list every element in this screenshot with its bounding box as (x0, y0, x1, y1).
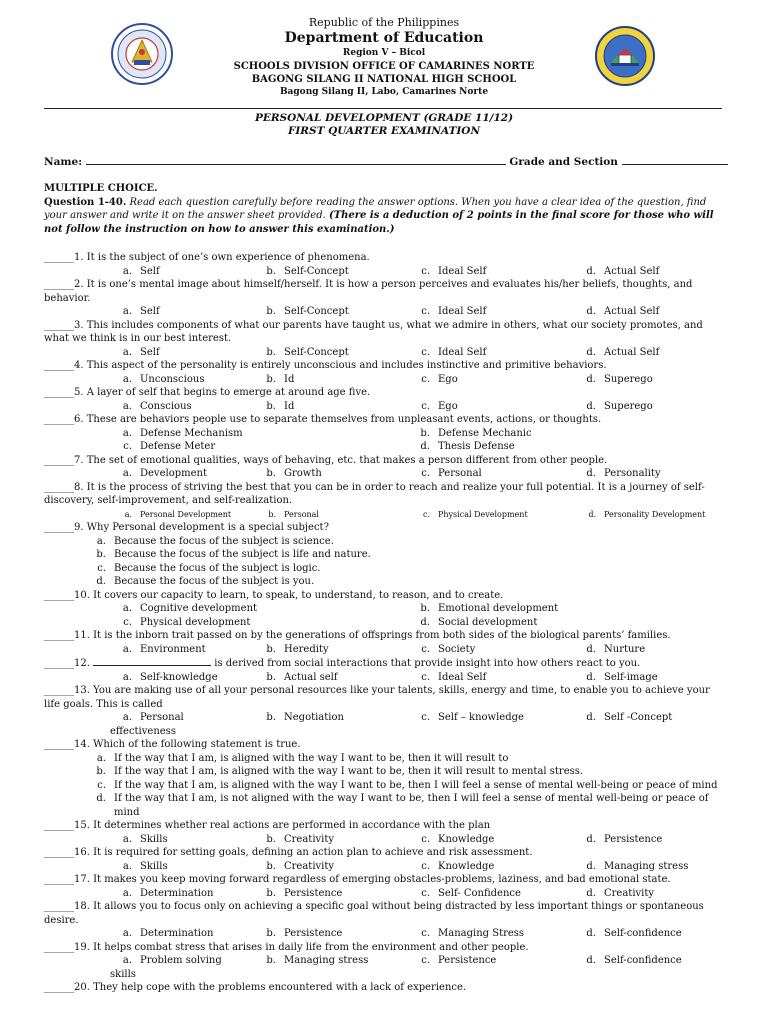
option-c: c. Ideal Self (421, 306, 487, 317)
option-c: c. Self – knowledge (421, 712, 524, 723)
option-d: d. Self-confidence (586, 955, 682, 966)
option-d: d. If the way that I am, is not aligned with the way I want to be, then I will feel a sense of mental well-being or peace of mind (96, 793, 709, 818)
option-b: b. Because the focus of the subject is life and nature. (96, 549, 371, 560)
question-stem: ______17. It makes you keep moving forward regardless of emerging obstacles-problems, laziness, and bad emotional state. (44, 874, 671, 885)
option-c: c. Ego (421, 400, 458, 412)
option-d: d. Managing stress (586, 860, 689, 872)
exam-title: PERSONAL DEVELOPMENT (GRADE 11/12) (254, 112, 514, 124)
option-b: b. Id (266, 400, 295, 412)
option-a: a. Development (122, 468, 207, 479)
option-a: a. Personal Development (124, 509, 232, 519)
option-row (44, 265, 724, 279)
option-c: c. Ego (421, 373, 458, 385)
option-c: c. Ideal Self (421, 265, 487, 277)
option-a: a. Unconscious (122, 373, 205, 385)
option-row (44, 833, 724, 847)
instructions-text: Read each question carefully before reading the answer options. When you have a clear idea of the question, find your answer and write it on the answer sheet provided. (44, 196, 707, 221)
answer-blank[interactable]: ______ (44, 522, 74, 533)
option-c: c. Ideal Self (421, 346, 487, 358)
option-b: b. If the way that I am, is aligned with the way I want to be, then it will result to mental stress. (96, 766, 584, 777)
region-line: Region V – Bicol (342, 48, 426, 58)
question-stem: ______15. It determines whether real actions are performed in accordance with the plan (44, 820, 491, 831)
document-header (0, 16, 768, 99)
option-d: d. Self -Concept (586, 712, 673, 723)
division-line: SCHOOLS DIVISION OFFICE OF CAMARINES NORTE (233, 61, 535, 72)
student-info-line (44, 154, 724, 168)
option-a: a. Skills (122, 860, 168, 872)
question-stem: ______12. is derived from social interactions that provide insight into how others react to you. (44, 658, 641, 669)
answer-blank[interactable]: ______ (44, 481, 74, 493)
fill-in-blank[interactable] (93, 656, 211, 666)
option-b: b. Creativity (266, 833, 335, 845)
option-a: a. Conscious (122, 400, 192, 412)
answer-blank[interactable]: ______ (44, 279, 74, 290)
answer-blank[interactable]: ______ (44, 685, 74, 696)
option-b: b. Heredity (266, 643, 329, 655)
option-b: b. Emotional development (420, 603, 559, 614)
option-b: b. Actual self (266, 671, 338, 683)
option-row (44, 954, 724, 981)
instructions-heading: MULTIPLE CHOICE. (44, 183, 158, 194)
answer-blank[interactable]: ______ (44, 941, 74, 953)
question-stem: ______3. This includes components of what our parents have taught us, what we admire in others, what our society promotes, and what we think is in our best interest. (44, 319, 703, 344)
option-c: c. Defense Meter (123, 441, 216, 452)
option-c: c. Because the focus of the subject is logic. (97, 562, 321, 574)
option-list (44, 752, 724, 820)
question-stem: ______2. It is one’s mental image about himself/herself. It is how a person perceives and evaluates his/her beliefs, thoughts, and behavior. (44, 279, 693, 304)
question-stem: ______16. It is required for setting goals, defining an action plan to achieve and risk assessment. (44, 847, 533, 858)
option-b: b. Personal (268, 509, 319, 519)
answer-blank[interactable]: ______ (44, 414, 74, 425)
name-field[interactable] (86, 154, 506, 165)
option-list (44, 535, 724, 589)
answer-blank[interactable]: ______ (44, 658, 74, 669)
question-stem: ______6. These are behaviors people use to separate themselves from unpleasant events, actions, or thoughts. (44, 414, 602, 425)
question-stem: ______13. You are making use of all your personal resources like your talents, skills, energy and time, to enable you to achieve your life goals. This is called (44, 685, 710, 710)
option-row (44, 643, 724, 657)
option-d: d. Because the focus of the subject is you. (96, 576, 315, 587)
option-a: a. Because the focus of the subject is science. (96, 535, 334, 547)
option-d: d. Actual Self (586, 306, 660, 317)
exam-subtitle: FIRST QUARTER EXAMINATION (287, 125, 481, 137)
option-c: c. Persistence (421, 955, 497, 966)
question-stem: ______20. They help cope with the problems encountered with a lack of experience. (44, 982, 467, 993)
option-d: d. Thesis Defense (420, 441, 515, 452)
question-stem: ______7. The set of emotional qualities, ways of behaving, etc. that makes a person different from other people. (44, 454, 608, 466)
option-a: a. Skills (122, 833, 168, 845)
option-d: d. Self-image (586, 671, 658, 683)
department-name: Department of Education (284, 30, 484, 46)
option-row (44, 467, 724, 481)
answer-blank[interactable]: ______ (44, 589, 74, 601)
option-a: a. Environment (122, 643, 206, 655)
answer-blank[interactable]: ______ (44, 982, 74, 993)
option-b: b. Self-Concept (266, 346, 349, 358)
option-b: b. Persistence (266, 928, 343, 939)
option-row (44, 887, 724, 901)
question-stem: ______10. It covers our capacity to learn, to speak, to understand, to reason, and to create. (44, 589, 504, 601)
question-list (44, 251, 724, 995)
option-b: b. Managing stress (266, 955, 369, 966)
question-range: Question 1-40. (44, 196, 127, 208)
answer-blank[interactable]: ______ (44, 319, 74, 331)
answer-blank[interactable]: ______ (44, 387, 74, 398)
option-b: b. Self-Concept (266, 306, 349, 317)
question-stem: ______5. A layer of self that begins to emerge at around age five. (44, 387, 371, 398)
option-b: b. Defense Mechanic (420, 427, 532, 439)
option-d: d. Persistence (586, 833, 663, 845)
option-a: a. Personal effectiveness (110, 712, 184, 737)
option-d: d. Social development (420, 616, 538, 628)
option-b: b. Growth (266, 468, 322, 479)
option-d: d. Superego (586, 400, 653, 412)
option-a: a. Self-knowledge (122, 671, 218, 683)
school-address: Bagong Silang II, Labo, Camarines Norte (279, 87, 489, 97)
republic-line: Republic of the Philippines (308, 16, 460, 29)
option-c: c. If the way that I am, is aligned with the way I want to be, then I will feel a sense of mental well-being or peace of mind (97, 779, 718, 791)
option-a: a. If the way that I am, is aligned with the way I want to be, then it will result to (96, 752, 509, 764)
option-b: b. Self-Concept (266, 265, 349, 277)
option-row (44, 373, 724, 387)
answer-blank[interactable]: ______ (44, 847, 74, 858)
answer-blank[interactable]: ______ (44, 901, 74, 912)
option-b: b. Id (266, 373, 295, 385)
option-d: d. Superego (586, 373, 653, 385)
option-row (44, 711, 724, 738)
option-c: c. Knowledge (421, 860, 495, 872)
option-c: c. Knowledge (421, 833, 495, 845)
option-row (44, 860, 724, 874)
option-d: d. Nurture (586, 643, 646, 655)
instructions (44, 182, 724, 236)
question-stem: ______9. Why Personal development is a special subject? (44, 522, 329, 533)
option-a: a. Self (122, 346, 160, 358)
option-d: d. Self-confidence (586, 928, 682, 939)
option-c: c. Managing Stress (421, 928, 525, 939)
option-row (44, 305, 724, 319)
answer-blank[interactable]: ______ (44, 630, 74, 641)
option-a: a. Problem solving skills (110, 955, 222, 980)
answer-blank[interactable]: ______ (44, 252, 74, 263)
answer-blank[interactable]: ______ (44, 360, 74, 371)
header-divider (44, 108, 722, 109)
option-row (44, 927, 724, 941)
question-stem: ______8. It is the process of striving the best that you can be in order to reach and realize your full potential. It is a journey of self-discovery, self-improvement, and self-realization. (44, 481, 705, 506)
school-name: BAGONG SILANG II NATIONAL HIGH SCHOOL (251, 74, 517, 85)
option-a: a. Self (122, 306, 160, 317)
question-stem: ______11. It is the inborn trait passed on by the generations of offsprings from both sides of the biological parents’ families. (44, 630, 671, 641)
option-c: c. Ideal Self (421, 671, 487, 683)
grade-section-label: Grade and Section (509, 156, 618, 168)
option-d: d. Actual Self (586, 346, 660, 358)
question-stem: ______19. It helps combat stress that arises in daily life from the environment and other people. (44, 941, 529, 953)
answer-blank[interactable]: ______ (44, 454, 74, 466)
option-b: b. Persistence (266, 887, 343, 899)
grade-section-field[interactable] (622, 154, 728, 165)
option-c: c. Self- Confidence (421, 887, 521, 899)
option-row (44, 427, 724, 454)
option-row (44, 671, 724, 685)
option-c: c. Personal (421, 468, 482, 479)
option-c: c. Physical development (123, 616, 251, 628)
question-stem: ______1. It is the subject of one’s own experience of phenomena. (44, 252, 370, 263)
instructions-note: (There is a deduction of 2 points in the final score for those who will not follow the instruction on how to answer this examination.) (44, 210, 714, 235)
question-stem: ______14. Which of the following statement is true. (44, 739, 301, 750)
question-stem: ______4. This aspect of the personality is entirely unconscious and includes instinctive and primitive behaviors. (44, 360, 607, 371)
option-a: a. Determination (122, 887, 214, 899)
option-row (44, 508, 724, 522)
option-c: c. Physical Development (422, 509, 528, 519)
option-a: a. Self (122, 265, 160, 277)
option-c: c. Society (421, 643, 476, 655)
option-d: d. Actual Self (586, 265, 660, 277)
option-b: b. Creativity (266, 860, 335, 872)
option-row (44, 346, 724, 360)
option-a: a. Determination (122, 928, 214, 939)
option-d: d. Personality Development (588, 509, 706, 519)
option-a: a. Defense Mechanism (122, 427, 243, 439)
answer-blank[interactable]: ______ (44, 739, 74, 750)
answer-blank[interactable]: ______ (44, 874, 74, 885)
option-d: d. Personality (586, 468, 661, 479)
option-row (44, 400, 724, 414)
option-d: d. Creativity (586, 887, 655, 899)
answer-blank[interactable]: ______ (44, 820, 74, 831)
option-b: b. Negotiation (266, 712, 344, 723)
question-stem: ______18. It allows you to focus only on achieving a specific goal without being distracted by less important things or spontaneous desire. (44, 901, 704, 926)
exam-title-block (0, 112, 768, 138)
name-label: Name: (44, 156, 83, 168)
option-row (44, 602, 724, 629)
option-a: a. Cognitive development (122, 603, 258, 614)
